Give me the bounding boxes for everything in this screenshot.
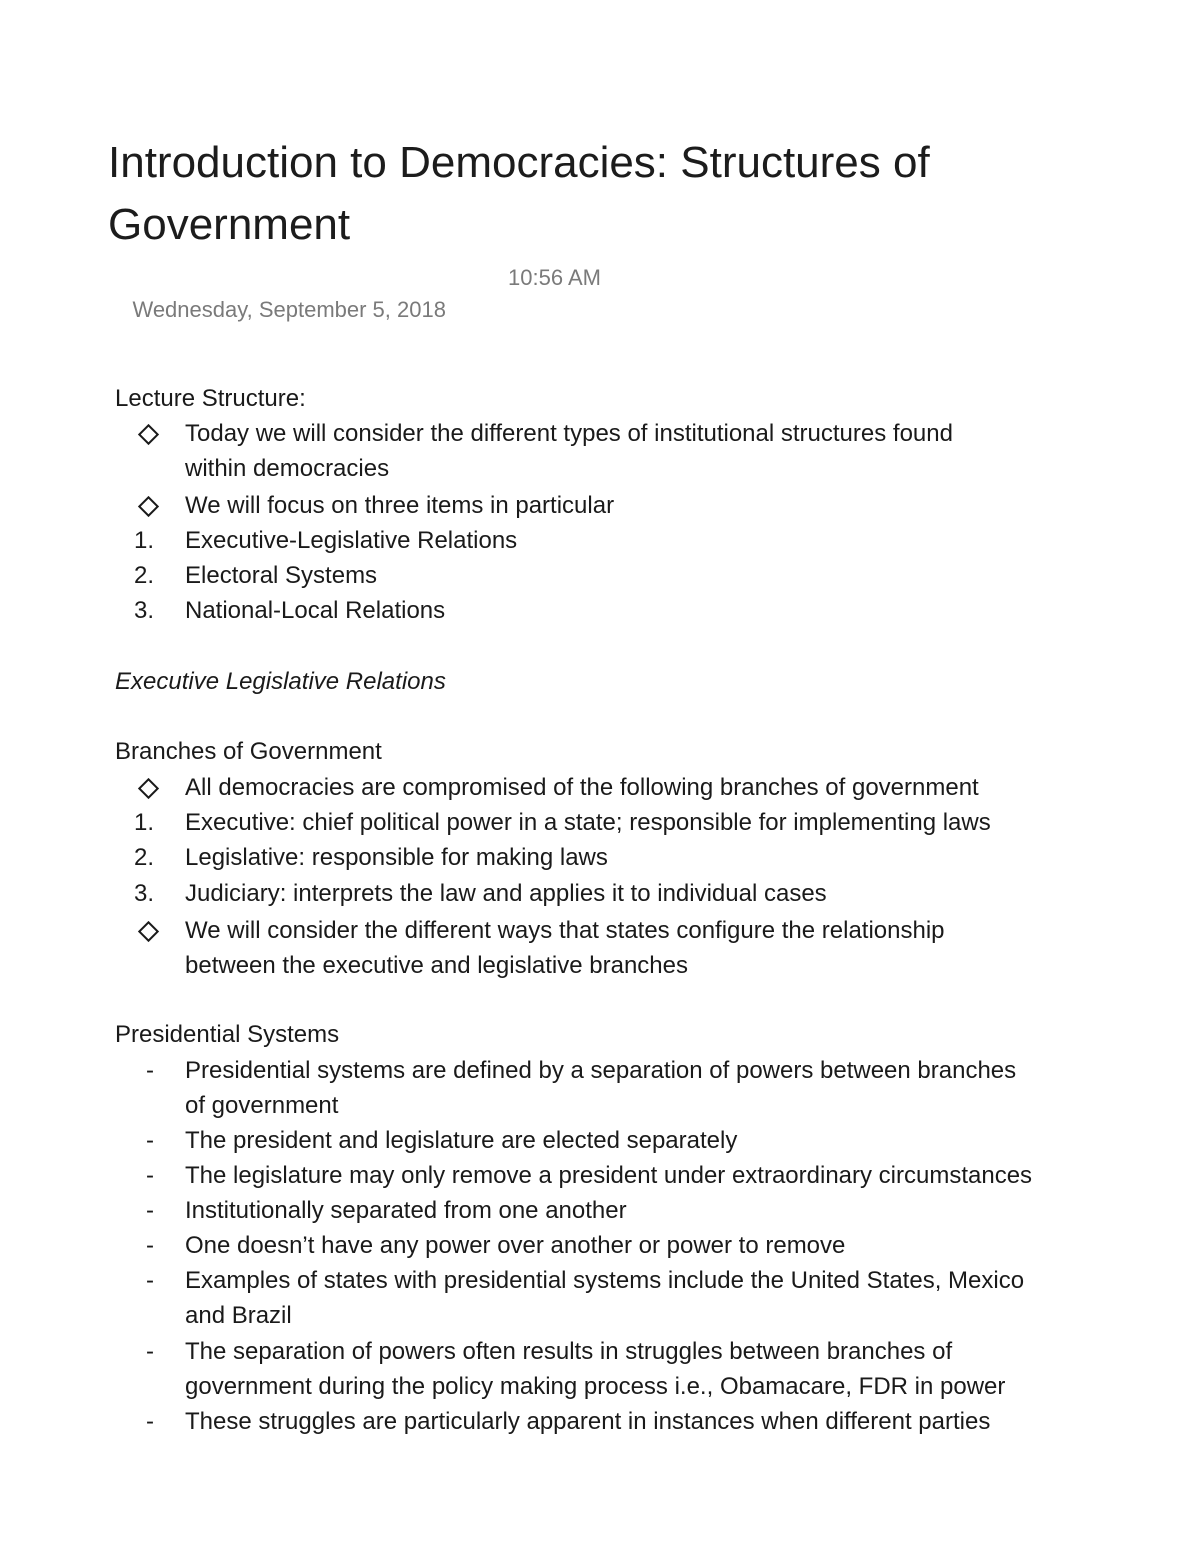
section-heading-presidential: Presidential Systems xyxy=(115,1021,340,1048)
page-title: Introduction to Democracies: Structures of Government xyxy=(108,138,930,249)
section-heading-lecture-structure: Lecture Structure: xyxy=(115,385,306,412)
page-date: Wednesday, September 5, 2018 xyxy=(132,297,446,322)
document-page: Introduction to Democracies: Structures of Government Wednesday, September 5, 2018 10:56 AM Lecture Structure: Today we will consider the different types of institutional structures found within democracies We will focus on three items in particular 1. Executive-Legislative Relations 2. Electoral Systems 3. National-Local Relations Executive Legislative Relations Branches of Government All democracies are compromised of the following branches of government 1. Executive: chief political power in a state; responsible for implementing laws 2. Legislative: responsible for making laws 3. Judiciary: interprets the law and applies it to individual cases We will consider the different ways that states configure the relationship between the executive and legislative branches Presidential Systems - Presidential systems are defined by a separation of powers between branches of government - The president and legislature are elected separately - The legislature may only remove a president under extraordinary circumstances - Institutionally separated from one another - One doesn’t have any power over another or power to remove - Examples of states with presidential systems include the United States, Mexico and Brazil - The separation of powers often results in struggles between branches of government during the policy making process i.e., Obamacare, FDR in power - These struggles are particularly apparent in instances when different parties xyxy=(0,0,1200,1553)
diamond-bullet-icon xyxy=(138,921,159,942)
section-heading-exec-leg: Executive Legislative Relations xyxy=(115,668,446,695)
diamond-bullet-icon xyxy=(138,778,159,799)
diamond-bullet-icon xyxy=(138,424,159,445)
page-time: 10:56 AM xyxy=(508,265,601,290)
page-timestamp xyxy=(108,262,601,390)
diamond-bullet-icon xyxy=(138,496,159,517)
section-heading-branches: Branches of Government xyxy=(115,738,382,765)
